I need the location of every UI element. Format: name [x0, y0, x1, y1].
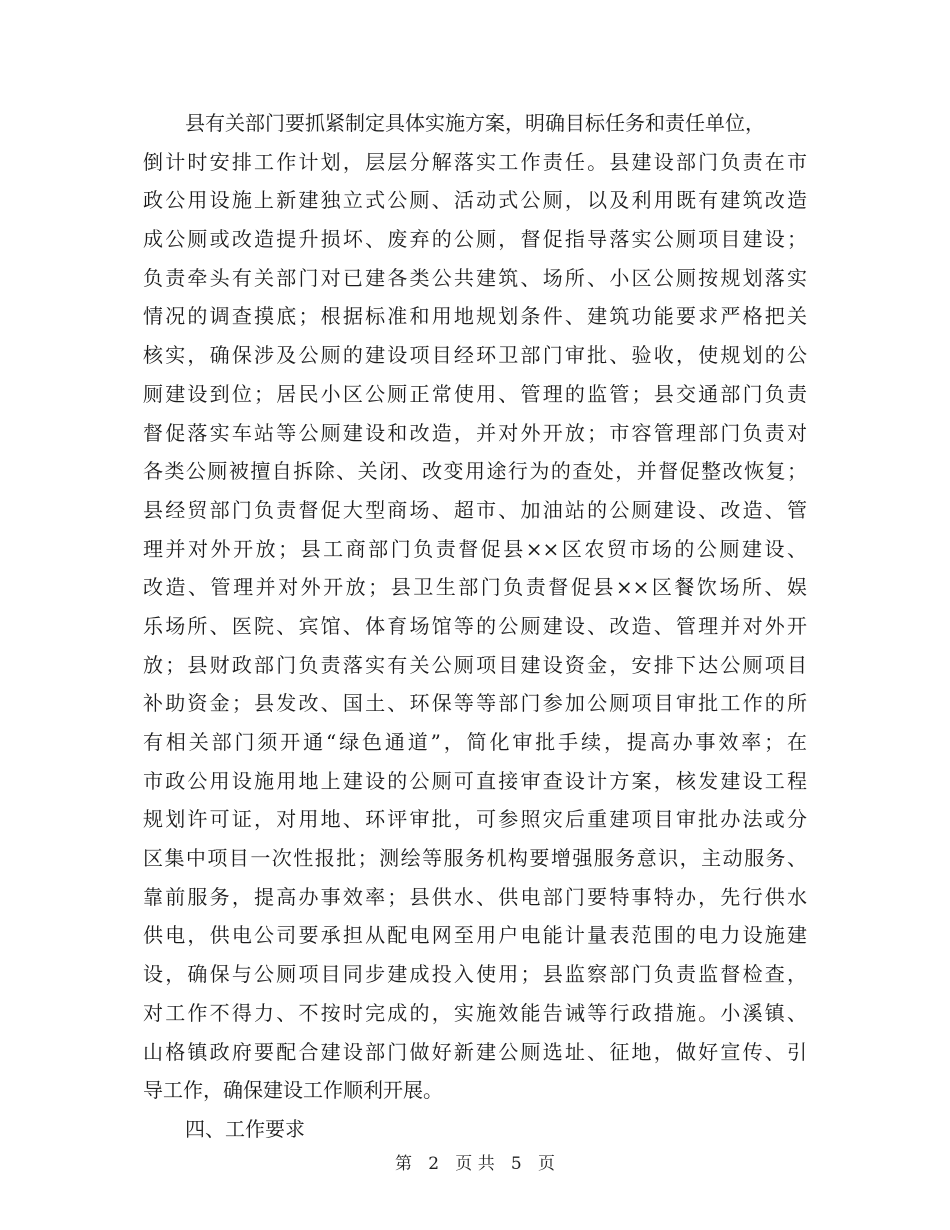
paragraph-line: 市政公用设施用地上建设的公厕可直接审查设计方案，核发建设工程 — [143, 768, 807, 793]
footer-suffix: 页 — [537, 1154, 555, 1174]
paragraph-line: 补助资金；县发改、国土、环保等等部门参加公厕项目审批工作的所 — [143, 691, 807, 716]
footer-middle: 页 共 — [455, 1154, 495, 1174]
paragraph-line: 厕建设到位；居民小区公厕正常使用、管理的监管；县交通部门负责 — [143, 381, 807, 406]
section-heading: 四、工作要求 — [185, 1116, 305, 1141]
paragraph-line: 供电，供电公司要承担从配电网至用户电能计量表范围的电力设施建 — [143, 923, 807, 948]
paragraph-line: 乐场所、医院、宾馆、体育场馆等的公厕建设、改造、管理并对外开 — [143, 613, 807, 638]
footer-prefix: 第 — [395, 1154, 413, 1174]
paragraph-line: 县有关部门要抓紧制定具体实施方案，明确目标任务和责任单位， — [185, 111, 765, 135]
paragraph-line: 情况的调查摸底；根据标准和用地规划条件、建筑功能要求严格把关 — [143, 304, 807, 329]
paragraph-line: 设，确保与公厕项目同步建成投入使用；县监察部门负责监督检查， — [143, 962, 807, 987]
paragraph-line: 督促落实车站等公厕建设和改造，并对外开放；市容管理部门负责对 — [143, 420, 807, 445]
paragraph-line: 导工作，确保建设工作顺利开展。 — [143, 1078, 443, 1103]
page-footer — [0, 1152, 950, 1176]
paragraph-line: 放；县财政部门负责落实有关公厕项目建设资金，安排下达公厕项目 — [143, 652, 807, 677]
paragraph-line: 规划许可证，对用地、环评审批，可参照灾后重建项目审批办法或分 — [143, 807, 807, 832]
paragraph-line: 山格镇政府要配合建设部门做好新建公厕选址、征地，做好宣传、引 — [143, 1039, 807, 1064]
paragraph-line: 县经贸部门负责督促大型商场、超市、加油站的公厕建设、改造、管 — [143, 497, 807, 522]
paragraph-line: 理并对外开放；县工商部门负责督促县××区农贸市场的公厕建设、 — [143, 536, 807, 561]
paragraph-line: 核实，确保涉及公厕的建设项目经环卫部门审批、验收，使规划的公 — [143, 343, 807, 368]
paragraph-line: 政公用设施上新建独立式公厕、活动式公厕，以及利用既有建筑改造 — [143, 188, 807, 213]
paragraph-line: 成公厕或改造提升损坏、废弃的公厕，督促指导落实公厕项目建设； — [143, 227, 807, 252]
footer-total-pages: 5 — [510, 1154, 522, 1174]
paragraph-line: 靠前服务，提高办事效率；县供水、供电部门要特事特办，先行供水 — [143, 884, 807, 909]
paragraph-line: 有相关部门须开通“绿色通道”，简化审批手续，提高办事效率；在 — [143, 730, 807, 754]
paragraph-line: 改造、管理并对外开放；县卫生部门负责督促县××区餐饮场所、娱 — [143, 575, 807, 600]
body-paragraph — [143, 104, 807, 1149]
footer-current-page: 2 — [428, 1154, 440, 1174]
paragraph-line: 负责牵头有关部门对已建各类公共建筑、场所、小区公厕按规划落实 — [143, 265, 807, 290]
paragraph-line: 各类公厕被擅自拆除、关闭、改变用途行为的查处，并督促整改恢复； — [143, 459, 807, 484]
paragraph-line: 区集中项目一次性报批；测绘等服务机构要增强服务意识，主动服务、 — [143, 846, 807, 871]
paragraph-line: 对工作不得力、不按时完成的，实施效能告诫等行政措施。小溪镇、 — [143, 1000, 807, 1025]
paragraph-line: 倒计时安排工作计划，层层分解落实工作责任。县建设部门负责在市 — [143, 149, 807, 174]
